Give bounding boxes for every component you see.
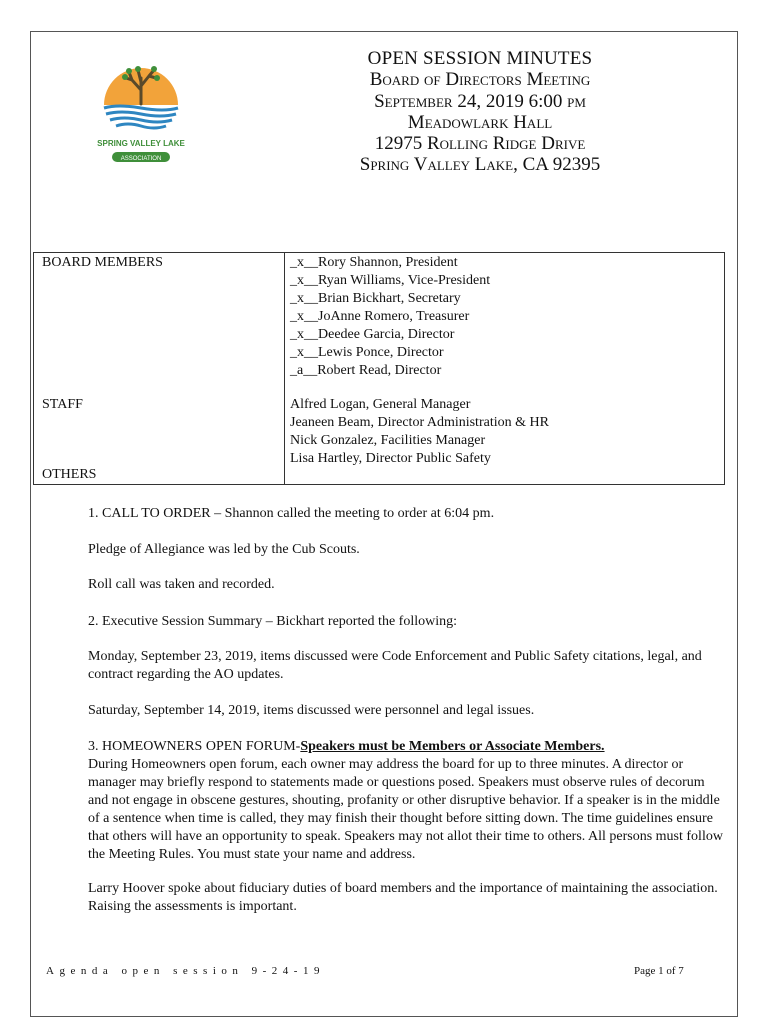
page-frame	[30, 31, 738, 1017]
executive-saturday	[88, 702, 728, 720]
forum-rules: During Homeowners open forum, each owner may address the board for up to three minutes. A director or manager may briefly respond to statements made or questions posed. Speakers must observe rules of decorum and not engage in obscene gestures, shouting, profanity or other disruptive behavior. If a speaker is in the middle of a sentence when time is called, they may finish their thought before sitting down. The time guidelines ensure that others will have an opportunity to speak. Speakers may not allot their time to others. All persons must follow the Meeting Rules. You must state your name and address.	[88, 757, 723, 862]
board-member: _x__Rory Shannon, President	[290, 255, 458, 270]
paragraph: Pledge of Allegiance was led by the Cub Scouts.	[88, 542, 360, 557]
meeting-city: Spring Valley Lake, CA 92395	[359, 154, 601, 176]
staff-label: STAFF	[42, 397, 83, 412]
staff-list	[290, 396, 549, 468]
paragraph: Larry Hoover spoke about fiduciary duties of board members and the importance of maintaining the association. Raising the assessments is important.	[88, 881, 718, 914]
meeting-street: 12975 Rolling Ridge Drive	[374, 133, 586, 155]
paragraph: 2. Executive Session Summary – Bickhart reported the following:	[88, 614, 457, 629]
paragraph: Monday, September 23, 2019, items discussed were Code Enforcement and Public Safety citations, legal, and contract regarding the AO updates.	[88, 649, 702, 682]
board-member: _x__Deedee Garcia, Director	[290, 327, 455, 342]
pledge	[88, 541, 728, 559]
meeting-name: Board of Directors Meeting	[369, 69, 591, 91]
staff-member: Alfred Logan, General Manager	[290, 397, 471, 412]
footer-page-number: Page 1 of 7	[634, 965, 684, 977]
board-members-label: BOARD MEMBERS	[42, 255, 163, 270]
spring-valley-lake-logo	[96, 60, 186, 170]
water-waves	[104, 106, 178, 128]
staff-member: Jeaneen Beam, Director Administration & HR	[290, 415, 549, 430]
staff-member: Nick Gonzalez, Facilities Manager	[290, 433, 486, 448]
paragraph: 1. CALL TO ORDER – Shannon called the meeting to order at 6:04 pm.	[88, 506, 495, 521]
forum-heading-lead: 3. HOMEOWNERS OPEN FORUM-	[88, 739, 301, 754]
forum-heading-emphasis: Speakers must be Members or Associate Members.	[300, 739, 605, 754]
board-member: _x__JoAnne Romero, Treasurer	[290, 309, 470, 324]
paragraph: Saturday, September 14, 2019, items discussed were personnel and legal issues.	[88, 703, 535, 718]
board-member: _a__Robert Read, Director	[290, 363, 442, 378]
document-title: OPEN SESSION MINUTES	[367, 48, 593, 69]
call-to-order	[88, 505, 728, 523]
executive-monday	[88, 648, 728, 684]
logo-banner-text: ASSOCIATION	[120, 156, 162, 162]
executive-session-heading	[88, 613, 728, 631]
others-label: OTHERS	[42, 467, 97, 482]
footer-document-name: Agenda open session 9-24-19	[46, 965, 325, 977]
homeowners-forum	[88, 738, 728, 864]
roll-call	[88, 576, 728, 594]
attendance-table	[33, 252, 725, 485]
table-divider	[284, 253, 285, 484]
staff-member: Lisa Hartley, Director Public Safety	[290, 451, 491, 466]
larry-hoover-comment	[88, 880, 728, 916]
board-member: _x__Ryan Williams, Vice-President	[290, 273, 491, 288]
meeting-date: September 24, 2019 6:00 pm	[374, 90, 586, 112]
document-header	[300, 48, 660, 176]
board-members-list	[290, 254, 490, 380]
meeting-venue: Meadowlark Hall	[407, 111, 553, 133]
board-member: _x__Lewis Ponce, Director	[290, 345, 444, 360]
paragraph: Roll call was taken and recorded.	[88, 577, 275, 592]
board-member: _x__Brian Bickhart, Secretary	[290, 291, 461, 306]
logo-arc-text: SPRING VALLEY LAKE	[97, 139, 185, 148]
forum-heading	[88, 738, 728, 756]
